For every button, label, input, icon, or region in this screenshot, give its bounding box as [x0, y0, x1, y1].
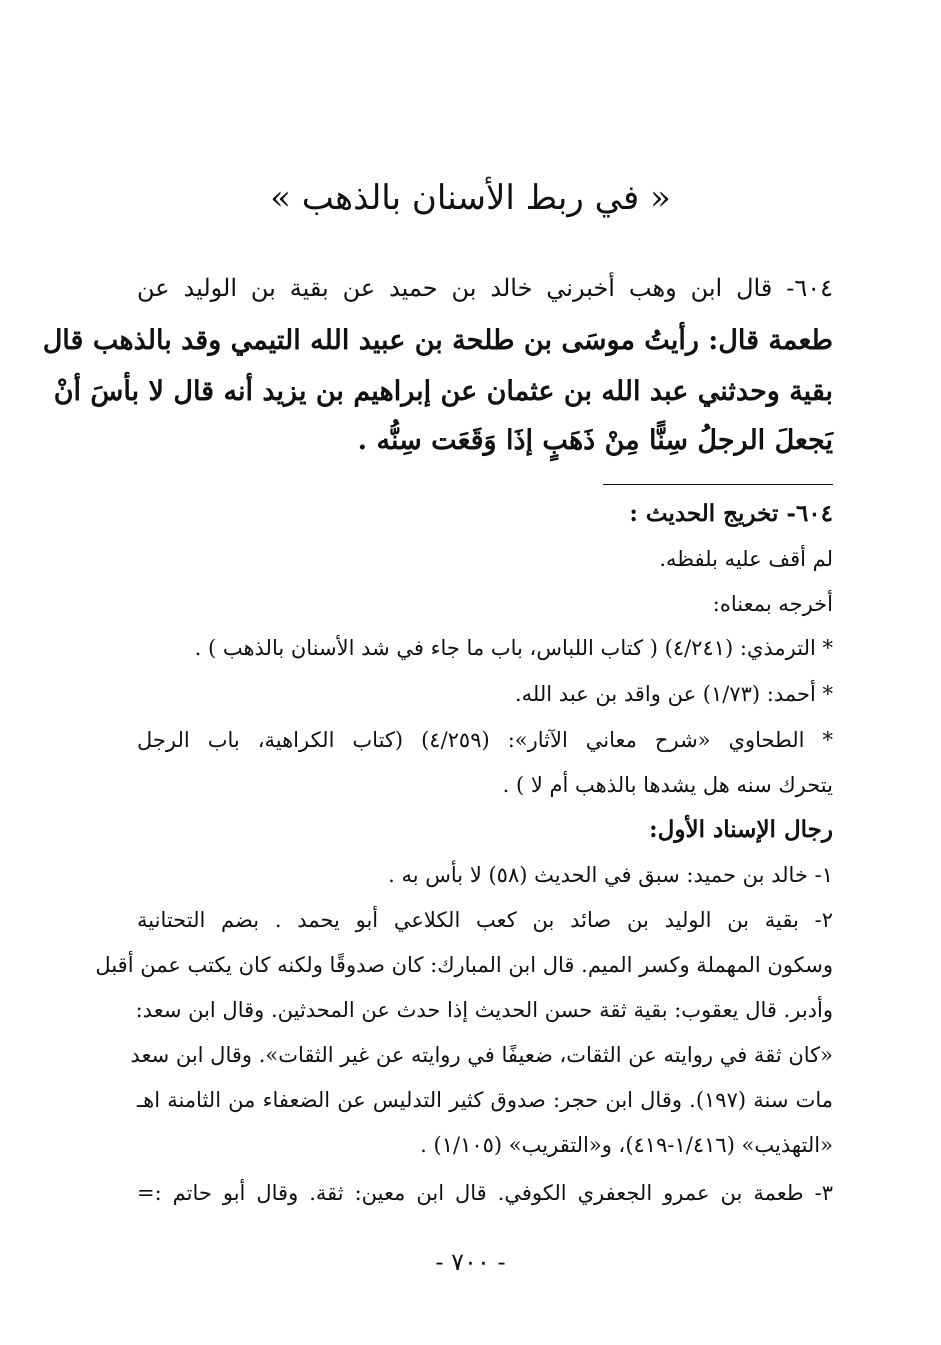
note-line: * الترمذي: (٤/٢٤١) ( كتاب اللباس، باب ما جاء في شد الأسنان بالذهب ) . [194, 636, 833, 660]
note-line: أخرجه بمعناه: [712, 592, 833, 616]
note-line: وأدبر. قال يعقوب: بقية ثقة حسن الحديث إذا حدث عن المحدثين. وقال ابن سعد: [135, 998, 833, 1022]
note-line: * أحمد: (١/٧٣) عن واقد بن عبد الله. [515, 682, 833, 706]
footnote-divider [603, 484, 833, 485]
isnad-heading: رجال الإسناد الأول: [649, 816, 833, 843]
note-line: لم أقف عليه بلفظه. [659, 547, 833, 571]
note-line: * الطحاوي «شرح معاني الآثار»: (٤/٢٥٩) (كتاب الكراهية، باب الرجل [137, 728, 833, 752]
note-line: يتحرك سنه هل يشدها بالذهب أم لا ) . [502, 773, 833, 797]
takhrij-heading: ٦٠٤- تخريج الحديث : [629, 500, 833, 527]
note-line: ٣- طعمة بن عمرو الجعفري الكوفي. قال ابن معين: ثقة. وقال أبو حاتم := [137, 1181, 833, 1205]
note-line: وسكون المهملة وكسر الميم. قال ابن المبارك: كان صدوقًا ولكنه كان يكتب عمن أقبل [95, 953, 833, 977]
note-line: مات سنة (١٩٧). وقال ابن حجر: صدوق كثير التدليس عن الضعفاء من الثامنة اهـ [137, 1088, 833, 1112]
hadith-line-1: ٦٠٤- قال ابن وهب أخبرني خالد بن حميد عن بقية بن الوليد عن [137, 274, 833, 302]
page-number: - ٧٠٠ - [435, 1248, 506, 1276]
hadith-line-3: بقية وحدثني عبد الله بن عثمان عن إبراهيم بن يزيد أنه قال لا بأسَ أنْ [53, 376, 833, 407]
note-line: ١- خالد بن حميد: سبق في الحديث (٥٨) لا بأس به . [388, 863, 833, 887]
hadith-line-4: يَجعلَ الرجلُ سِنًّا مِنْ ذَهَبٍ إذَا وَقَعَت سِنُّه . [357, 425, 833, 456]
note-line: «التهذيب» (١/٤١٦-٤١٩)، و«التقريب» (١/١٠٥) . [420, 1133, 833, 1157]
note-line: ٢- بقية بن الوليد بن صائد بن كعب الكلاعي أبو يحمد . بضم التحتانية [137, 908, 833, 932]
page-title: « في ربط الأسنان بالذهب » [270, 178, 671, 218]
hadith-line-2: طعمة قال: رأيتُ موسَى بن طلحة بن عبيد الله التيمي وقد بالذهب قال [42, 325, 833, 356]
note-line: «كان ثقة في روايته عن الثقات، ضعيفًا في روايته عن غير الثقات». وقال ابن سعد [130, 1043, 833, 1067]
